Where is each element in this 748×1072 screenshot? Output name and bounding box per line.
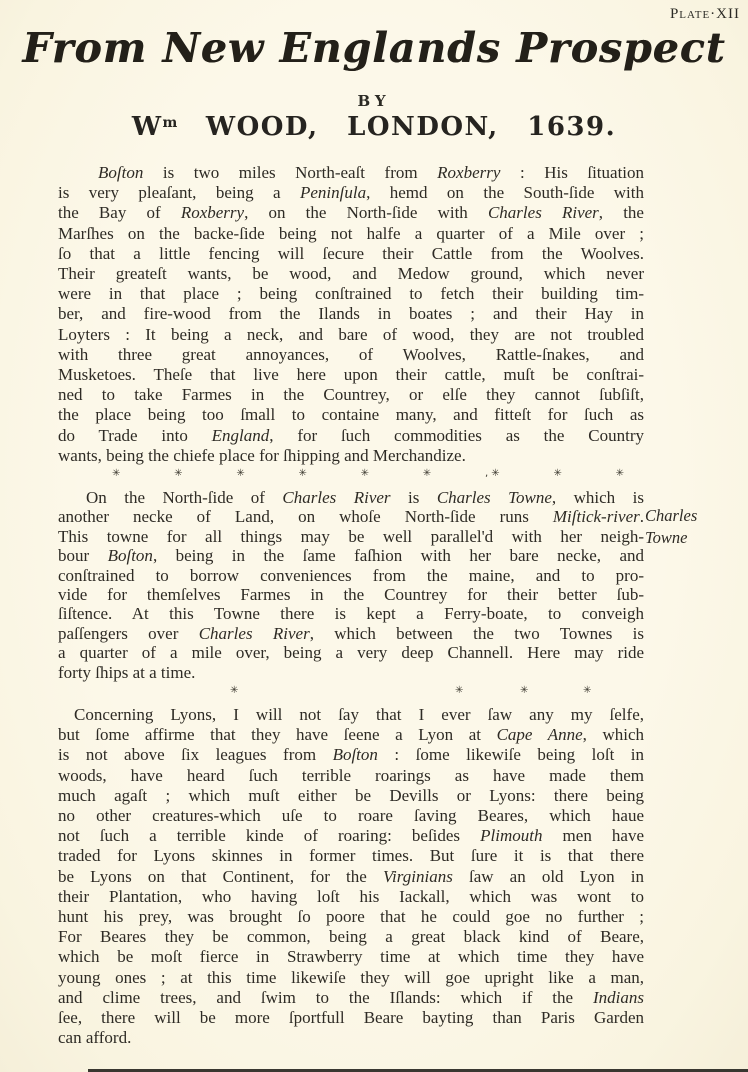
text-segment: ber, and fire-wood from the Ilands in boates ; and their Hay in: [58, 304, 644, 324]
paragraph-boston: [58, 163, 644, 466]
text-segment: ſee, there will be more ſportfull Beare bayting than Paris Garden: [58, 1008, 644, 1028]
italic-text: Miſtick-river: [552, 507, 640, 527]
text-segment: Loyters : It being a neck, and bare of wood, they are not troubled: [58, 324, 644, 344]
margin-note: [645, 505, 697, 549]
asterisk-separator-icon: ✳: [174, 468, 183, 479]
italic-text: Boſton: [98, 163, 144, 182]
text-line: [58, 968, 644, 988]
text-segment: is not above ſix leagues from: [58, 745, 333, 765]
italic-text: Cape Anne: [496, 725, 583, 745]
text-segment: This towne for all things may be well parallel'd with her neigh-: [58, 526, 644, 546]
text-line: [58, 988, 644, 1008]
italic-text: Roxberry: [437, 163, 501, 182]
text-line: [58, 705, 644, 725]
text-line: [58, 385, 644, 405]
text-line: [58, 203, 644, 223]
text-line: [58, 663, 644, 682]
text-line: [58, 163, 644, 183]
text-segment: On the North-ſide of: [86, 488, 283, 507]
margin-note-line: Charles: [645, 506, 698, 525]
byline-author-initial: W: [131, 112, 163, 142]
asterisk-separator-icon: ✳: [360, 468, 370, 479]
asterisk-separator-icon: ✳: [553, 468, 562, 479]
text-line: [58, 488, 644, 507]
asterisk-separator-icon: ✳: [236, 468, 245, 479]
text-segment: the place being too ſmall to containe many, and fitteſt for ſuch as: [58, 405, 644, 425]
text-segment: be Lyons on that Continent, for the: [58, 866, 383, 886]
text-line: [58, 426, 644, 446]
text-segment: young ones ; at this time likewiſe they will goe upright like a man,: [58, 967, 644, 987]
italic-text: England: [211, 425, 270, 445]
asterisk-separator-icon: ✳: [615, 468, 624, 479]
asterisk-separator-icon: , ✳: [484, 468, 500, 479]
book-title: From New Englands Prospect: [22, 24, 726, 72]
text-segment: , the: [598, 203, 644, 223]
paragraph-charles-towne: [58, 488, 644, 682]
italic-text: Plimouth: [480, 826, 543, 846]
text-segment: ſiſtence. At this Towne there is kept a Ferry-boate, to conveigh: [58, 604, 644, 624]
text-segment: For Beares they be common, being a great black kind of Beare,: [58, 927, 644, 947]
text-segment: wants, being the chiefe place for ſhipping and Merchandize.: [58, 445, 466, 465]
text-segment: men have: [542, 826, 644, 846]
text-segment: no other creatures-which uſe to roare ſaving Beares, which haue: [58, 806, 644, 826]
text-segment: conſtrained to borrow conveniences from the maine, and to pro-: [58, 565, 644, 585]
text-line: [58, 786, 644, 806]
text-segment: Marſhes on the backe-ſide being not halfe a quarter of a Mile over ;: [58, 223, 644, 243]
asterisk-separator-icon: ✳: [583, 685, 592, 696]
text-segment: do Trade into: [58, 425, 212, 445]
text-line: [58, 826, 644, 846]
italic-text: Charles Towne: [436, 488, 552, 507]
text-line: [58, 643, 644, 662]
text-line: [58, 806, 644, 826]
text-segment: with three great annoyances, of Woolves, Rattle-ſnakes, and: [58, 344, 644, 364]
text-segment: , being in the ſame faſhion with her bare necke, and: [152, 546, 644, 566]
asterisk-separator-icon: ✳: [298, 468, 307, 479]
text-segment: were in that place ; being conſtrained to fetch their building tim-: [58, 284, 644, 304]
text-segment: : His ſituation: [500, 163, 645, 182]
separator-row-1: [112, 467, 624, 481]
text-line: [58, 365, 644, 385]
text-line: [58, 766, 644, 786]
separator-row-2: [0, 686, 748, 700]
byline-by: BY: [357, 92, 391, 110]
italic-text: Charles River: [198, 623, 310, 643]
text-segment: , on the North-ſide with: [244, 203, 488, 223]
byline-author-rest: WOOD, LONDON, 1639.: [177, 112, 617, 142]
text-segment: ſo that a little fencing will ſecure their Cattle from the Woolves.: [58, 243, 644, 263]
text-segment: , hemd on the South-ſide with: [366, 183, 644, 203]
text-line: [58, 264, 644, 284]
text-line: [58, 585, 644, 604]
text-segment: , which is: [551, 488, 644, 507]
italic-text: Virginians: [382, 866, 453, 886]
text-line: [58, 566, 644, 585]
text-segment: which be moſt fierce in Strawberry time at which time they have: [58, 947, 644, 967]
text-segment: forty ſhips at a time.: [58, 662, 196, 682]
text-segment: their Plantation, who having loſt his Iackall, which was wont to: [58, 886, 644, 906]
italic-text: Indians: [593, 987, 644, 1007]
text-line: [58, 284, 644, 304]
text-line: [58, 244, 644, 264]
text-line: [58, 846, 644, 866]
text-segment: Their greateſt wants, be wood, and Medow ground, which never: [58, 264, 644, 284]
text-segment: .: [639, 507, 644, 527]
text-segment: much agaſt ; which muſt either be Devills or Lyons: there being: [58, 785, 644, 805]
asterisk-separator-icon: ✳: [520, 685, 529, 696]
text-segment: a quarter of a mile over, being a very deep Channell. Here may ride: [58, 643, 644, 663]
text-line: [58, 725, 644, 745]
text-line: [58, 527, 644, 546]
text-segment: Musketoes. Theſe that live here upon their cattle, muſt be conſtrai-: [58, 365, 644, 385]
text-line: [58, 624, 644, 643]
text-segment: but ſome affirme that they have ſeene a Lyon at: [58, 725, 497, 745]
margin-note-line: Towne: [645, 528, 688, 547]
text-segment: bour: [58, 546, 108, 566]
text-segment: hunt his prey, was brought ſo poore that he could goe no further ;: [58, 907, 644, 927]
italic-text: Peninſula: [299, 183, 367, 203]
text-line: [58, 1008, 644, 1028]
text-segment: not ſuch a terrible kinde of roaring: beſides: [58, 826, 481, 846]
text-segment: the Bay of: [58, 203, 181, 223]
asterisk-separator-icon: ✳: [455, 685, 464, 696]
paragraph-lyons: [58, 705, 644, 1048]
text-segment: is very pleaſant, being a: [58, 183, 300, 203]
plate-label: Plate·XII: [669, 6, 740, 22]
text-line: [58, 947, 644, 967]
text-segment: paſſengers over: [58, 623, 199, 643]
text-segment: traded for Lyons skinnes in former times. But ſure it is that there: [58, 846, 644, 866]
text-segment: ſaw an old Lyon in: [452, 866, 644, 886]
italic-text: Charles River: [282, 488, 391, 507]
text-line: [58, 224, 644, 244]
asterisk-separator-icon: ✳: [112, 468, 121, 479]
text-line: [58, 405, 644, 425]
text-line: [58, 927, 644, 947]
byline-author-superscript: m: [162, 115, 178, 131]
italic-text: Charles River: [487, 203, 599, 223]
text-line: [58, 325, 644, 345]
text-line: [58, 604, 644, 623]
text-segment: , for ſuch commodities as the Country: [269, 425, 644, 445]
text-segment: Concerning Lyons, I will not ſay that I ever ſaw any my ſelfe,: [74, 705, 644, 724]
asterisk-separator-icon: ✳: [422, 468, 432, 479]
text-line: [58, 304, 644, 324]
text-segment: can afford.: [58, 1028, 132, 1048]
text-segment: : ſome likewiſe being loſt in: [377, 745, 645, 765]
text-line: [58, 345, 644, 365]
text-segment: and clime trees, and ſwim to the Iſlands: which if the: [58, 987, 593, 1007]
text-line: [58, 745, 644, 765]
text-line: [58, 546, 644, 565]
text-segment: woods, have heard ſuch terrible roarings as have made them: [58, 765, 644, 785]
text-segment: , which between the two Townes is: [309, 623, 644, 643]
italic-text: Boſton: [332, 745, 378, 765]
italic-text: Boſton: [107, 546, 153, 566]
text-segment: ned to take Farmes in the Countrey, or elſe they cannot ſubſiſt,: [58, 385, 644, 405]
byline-author: [0, 112, 748, 142]
text-segment: another necke of Land, on whoſe North-ſide runs: [58, 507, 553, 527]
text-line: [58, 183, 644, 203]
text-line: [58, 507, 644, 526]
italic-text: Roxberry: [180, 203, 245, 223]
text-line: [58, 446, 644, 466]
text-segment: is: [390, 488, 437, 507]
text-line: [58, 907, 644, 927]
text-line: [58, 887, 644, 907]
text-line: [58, 1028, 644, 1048]
text-line: [58, 867, 644, 887]
text-segment: vide for themſelves Farmes in the Countrey for their better ſub-: [58, 585, 644, 605]
text-segment: is two miles North-eaſt from: [143, 163, 438, 182]
asterisk-separator-icon: ✳: [230, 685, 239, 696]
text-segment: , which: [582, 725, 645, 745]
